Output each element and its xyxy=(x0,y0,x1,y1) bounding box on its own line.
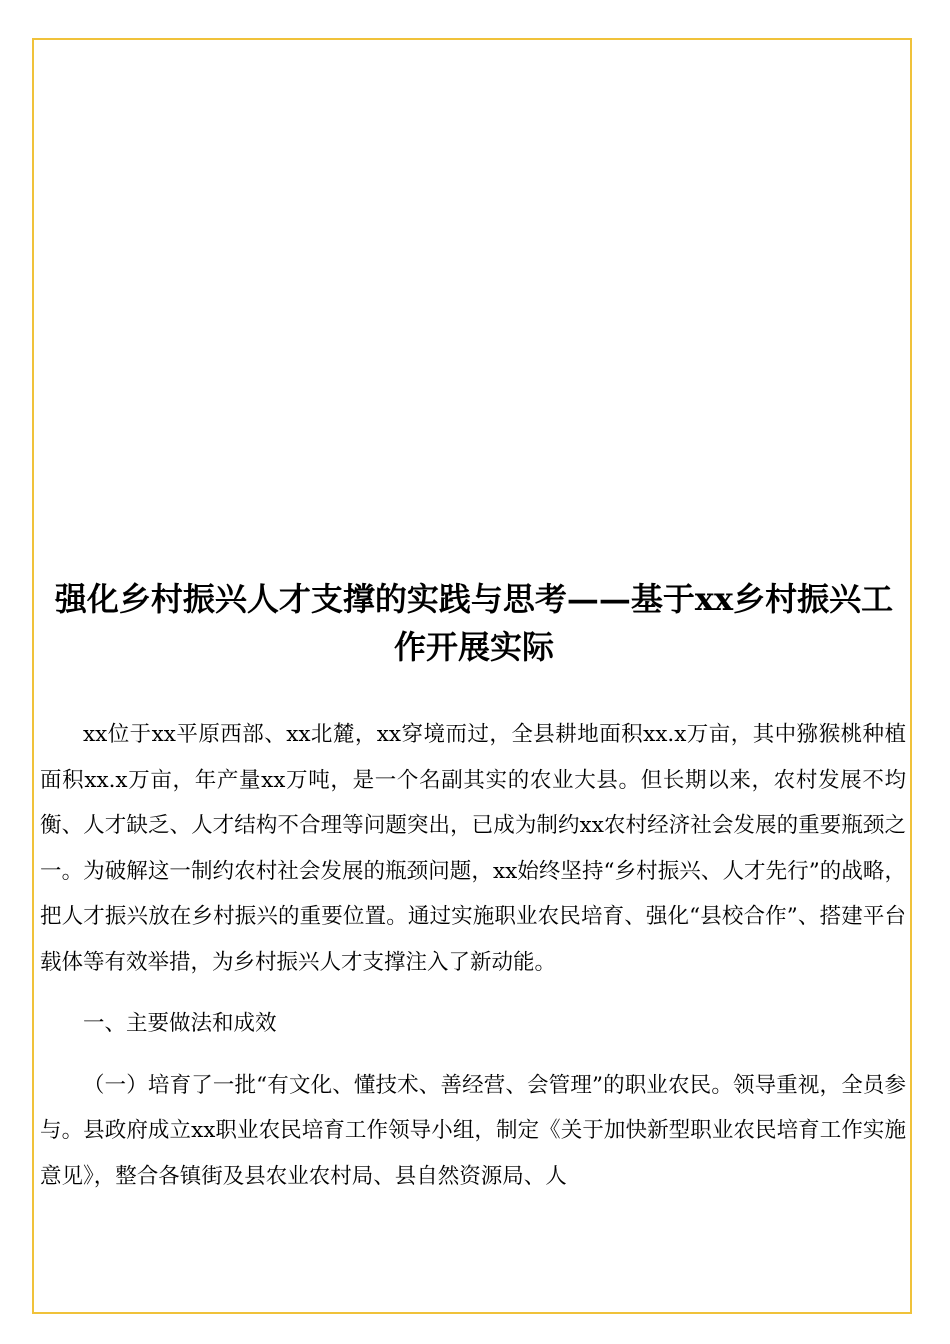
document-title: 强化乡村振兴人才支撑的实践与思考——基于xx乡村振兴工作开展实际 xyxy=(54,580,894,666)
document-body xyxy=(40,712,906,1215)
intro-paragraph: xx位于xx平原西部、xx北麓，xx穿境而过，全县耕地面积xx.x万亩，其中猕猴桃种植面积xx.x万亩，年产量xx万吨，是一个名副其实的农业大县。但长期以来，农村发展不均衡、人才缺乏、人才结构不合理等问题突出，已成为制约xx农村经济社会发展的重要瓶颈之一。为破解这一制约农村社会发展的瓶颈问题，xx始终坚持“乡村振兴、人才先行”的战略，把人才振兴放在乡村振兴的重要位置。通过实施职业农民培育、强化“县校合作”、搭建平台载体等有效举措，为乡村振兴人才支撑注入了新动能。 xyxy=(40,722,906,975)
subsection-paragraph: （一）培育了一批“有文化、懂技术、善经营、会管理”的职业农民。领导重视，全员参与。县政府成立xx职业农民培育工作领导小组，制定《关于加快新型职业农民培育工作实施意见》，整合各镇街及县农业农村局、县自然资源局、人 xyxy=(40,1072,906,1189)
section-heading: 一、主要做法和成效 xyxy=(83,1011,277,1036)
